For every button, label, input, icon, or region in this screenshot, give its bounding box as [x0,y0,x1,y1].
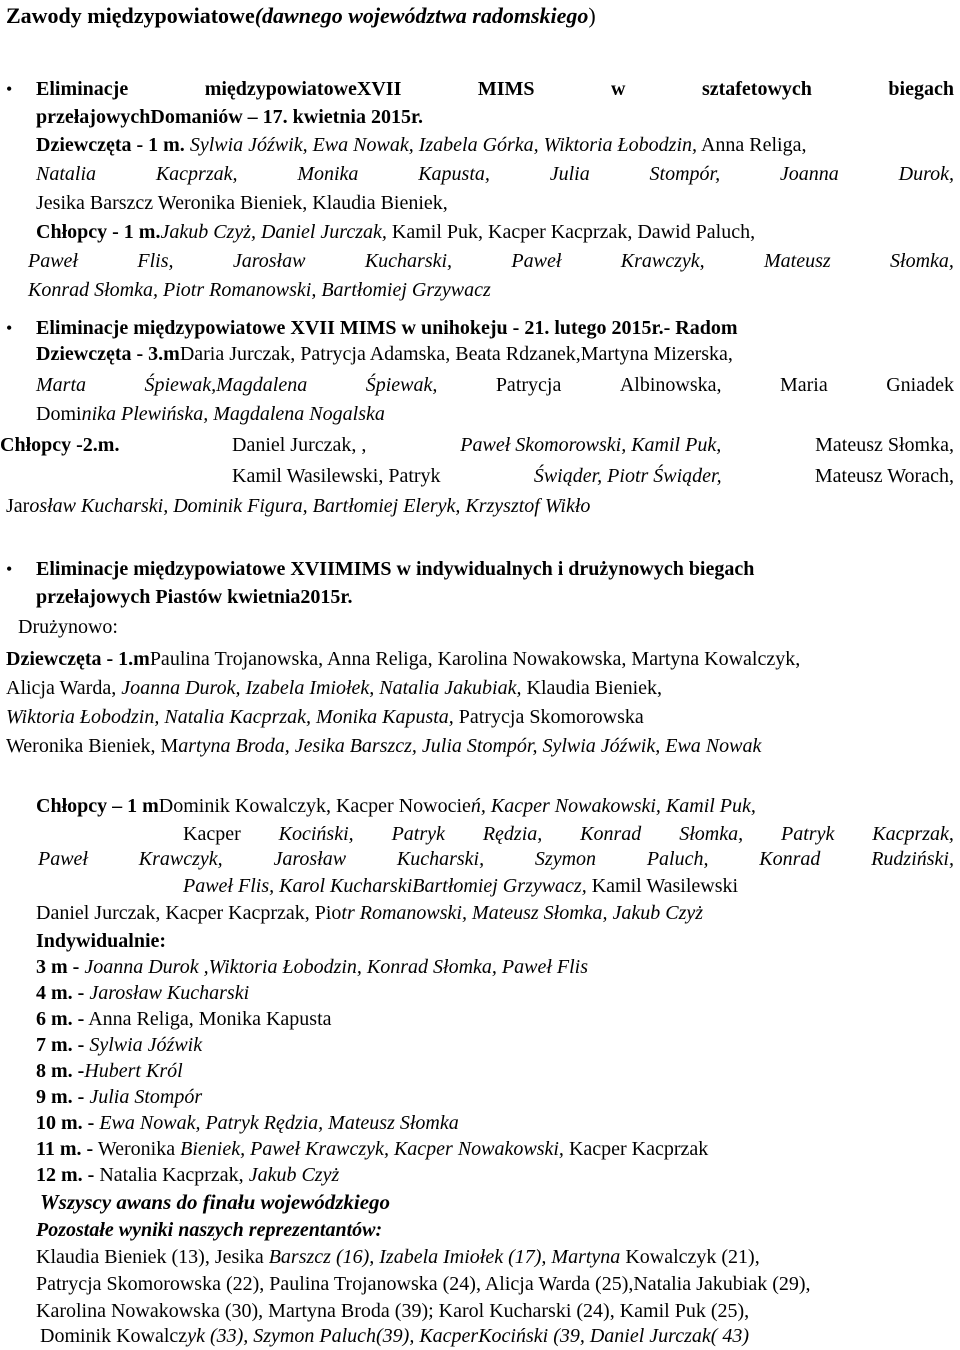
names: Daria Jurczak, Patrycja Adamska, Beata Rdzanek,Martyna Mizerska, [179,343,733,365]
word: w [611,78,626,100]
indiv-row: 7 m. - Sylwia Jóźwik [36,1034,203,1056]
others-label: Pozostałe wyniki naszych reprezentantów: [36,1219,383,1241]
word: Paweł [511,250,562,272]
s2-girls-line1 [0,340,960,368]
s1-boys-line3: Konrad Słomka, Piotr Romanowski, Bartłomiej Grzywacz [28,279,491,301]
word: Stompór, [649,163,721,185]
s3-heading-line2: przełajowych Piastów kwietnia2015r. [36,586,353,608]
word: Kapusta, [418,163,490,185]
s1-heading-words [36,75,954,103]
title-main: Zawody międzypowiatowe [6,3,255,28]
names-italic: Jakub Czyż, Daniel Jurczak, [160,221,387,243]
s3-girls-line4: Weronika Bieniek, Martyna Broda, Jesika Barszcz, Julia Stompór, Sylwia Jóźwik, Ewa Nowak [6,735,762,757]
indiv-row: 12 m. - Natalia Kacprzak, Jakub Czyż [36,1164,340,1186]
others-line1: Klaudia Bieniek (13), Jesika Barszcz (16), Izabela Imiołek (17), Martyna Kowalczyk (21), [36,1246,760,1268]
s2-girls-line3: Dominika Plewińska, Magdalena Nogalska [36,403,385,425]
s3-girls-line1: Dziewczęta - 1.mPaulina Trojanowska, Anna Religa, Karolina Nowakowska, Martyna Kowalczyk, [6,648,801,670]
s2-girls-line2 [0,371,960,399]
word: Durok, [898,163,954,185]
indiv-row: 3 m - Joanna Durok ,Wiktoria Łobodzin, Konrad Słomka, Paweł Flis [36,956,589,978]
s3-boys-line1: Chłopcy – 1 mDominik Kowalczyk, Kacper Nowocień, Kacper Nowakowski, Kamil Puk, [36,795,756,817]
word: Flis, [137,250,174,272]
word: Paweł [28,250,78,272]
word: Krawczyk, [620,250,705,272]
s2-boys-line1: Chłopcy -2.m. Daniel Jurczak, , Paweł Skomorowski, Kamil Puk, Mateusz Słomka, [0,434,954,456]
s3-team-label: Drużynowo: [18,616,118,638]
s3-boys-line4: Paweł Flis, Karol KucharskiBartłomiej Grzywacz, Kamil Wasilewski [183,875,739,897]
s1-boys-line2 [0,247,960,275]
word: Eliminacje [36,78,129,100]
s3-indiv-label: Indywidualnie: [36,930,167,952]
girls-label: Dziewczęta - 3.m [36,343,180,365]
word: Monika [297,163,359,185]
bullet-icon: • [6,559,13,579]
s2-boys-line3: Jarosław Kucharski, Dominik Figura, Bartłomiej Eleryk, Krzysztof Wikło [6,495,591,517]
word: Kacprzak, [155,163,238,185]
others-line2: Patrycja Skomorowska (22), Paulina Trojanowska (24), Alicja Warda (25),Natalia Jakubiak (29), [36,1273,811,1295]
s3-girls-line3: Wiktoria Łobodzin, Natalia Kacprzak, Monika Kapusta, Patrycja Skomorowska [6,706,644,728]
word: Gniadek [886,374,954,396]
s1-boys-line1 [0,218,960,246]
names: Anna Religa, [700,134,807,156]
word: Słomka, [890,250,954,272]
word: Maria [779,374,828,396]
word: sztafetowych [701,78,812,100]
s3-heading-line1: • Eliminacje międzypowiatowe XVIIMIMS w indywidualnych i drużynowych biegach [0,555,960,583]
boys-label: Chłopcy - 1 m. [36,221,161,243]
indiv-row: 11 m. - Weronika Bieniek, Paweł Krawczyk, Kacper Nowakowski, Kacper Kacprzak [36,1138,709,1160]
s3-girls-line2: Alicja Warda, Joanna Durok, Izabela Imiołek, Natalia Jakubiak, Klaudia Bieniek, [6,677,663,699]
boys-label: Chłopcy -2.m. [0,434,120,456]
word: Natalia [36,163,97,185]
word: międzypowiatoweXVII [204,78,402,100]
word: Mateusz [764,250,831,272]
indiv-row: 4 m. - Jarosław Kucharski [36,982,250,1004]
others-line4: Dominik Kowalczyk (33), Szymon Paluch(39), KacperKociński (39, Daniel Jurczak( 43) [40,1325,750,1347]
word: Joanna [779,163,839,185]
s1-heading-line1 [0,75,960,103]
word: biegach [888,78,954,100]
s3-boys-line5: Daniel Jurczak, Kacper Kacprzak, Piotr Romanowski, Mateusz Słomka, Jakub Czyż [36,902,704,924]
s2-boys-line2: Kamil Wasilewski, Patryk Świąder, Piotr Świąder, Mateusz Worach, [232,465,954,487]
s1-girls-line2 [0,160,960,188]
indiv-row: 6 m. - Anna Religa, Monika Kapusta [36,1008,332,1030]
word: Albinowska, [619,374,722,396]
word: Śpiewak,Magdalena [144,374,308,396]
document-title [0,2,960,30]
title-close: ) [588,3,596,28]
bullet-icon: • [6,318,13,338]
others-line3: Karolina Nowakowska (30), Martyna Broda (39); Karol Kucharski (24), Kamil Puk (25), [36,1300,750,1322]
s3-boys-line2: Kacper Kociński, Patryk Rędzia, Konrad Słomka, Patryk Kacprzak, [183,823,954,845]
word: Marta [36,374,86,396]
girls-label: Dziewczęta - 1 m. [36,134,185,156]
word: Julia [549,163,590,185]
word: Patrycja [495,374,562,396]
s2-heading: • Eliminacje międzypowiatowe XVII MIMS w unihokeju - 21. lutego 2015r.- Radom [0,314,960,342]
word: MIMS [477,78,535,100]
s3-boys-line3: Paweł Krawczyk, Jarosław Kucharski, Szymon Paluch, Konrad Rudziński, [38,848,954,870]
names: Kamil Puk, Kacper Kacprzak, Dawid Paluch, [391,221,756,243]
boys-label: Chłopcy – 1 m [36,795,159,817]
finals-note: Wszyscy awans do finału wojewódzkiego [40,1190,391,1214]
word: Kucharski, [364,250,453,272]
title-italic: (dawnego województwa radomskiego [254,3,589,28]
s1-girls-line1 [0,131,960,159]
word: Śpiewak, [365,374,438,396]
word: Jarosław [232,250,306,272]
s1-heading-line2: przełajowychDomaniów – 17. kwietnia 2015r. [36,106,424,128]
girls-label: Dziewczęta - 1.m [6,648,150,670]
indiv-row: 9 m. - Julia Stompór [36,1086,203,1108]
bullet-icon: • [6,79,13,99]
s1-girls-line3: Jesika Barszcz Weronika Bieniek, Klaudia Bieniek, [36,192,448,214]
indiv-row: 10 m. - Ewa Nowak, Patryk Rędzia, Mateusz Słomka [36,1112,459,1134]
indiv-row: 8 m. -Hubert Król [36,1060,183,1082]
names-italic: Sylwia Jóźwik, Ewa Nowak, Izabela Górka, Wiktoria Łobodzin, [189,134,698,156]
